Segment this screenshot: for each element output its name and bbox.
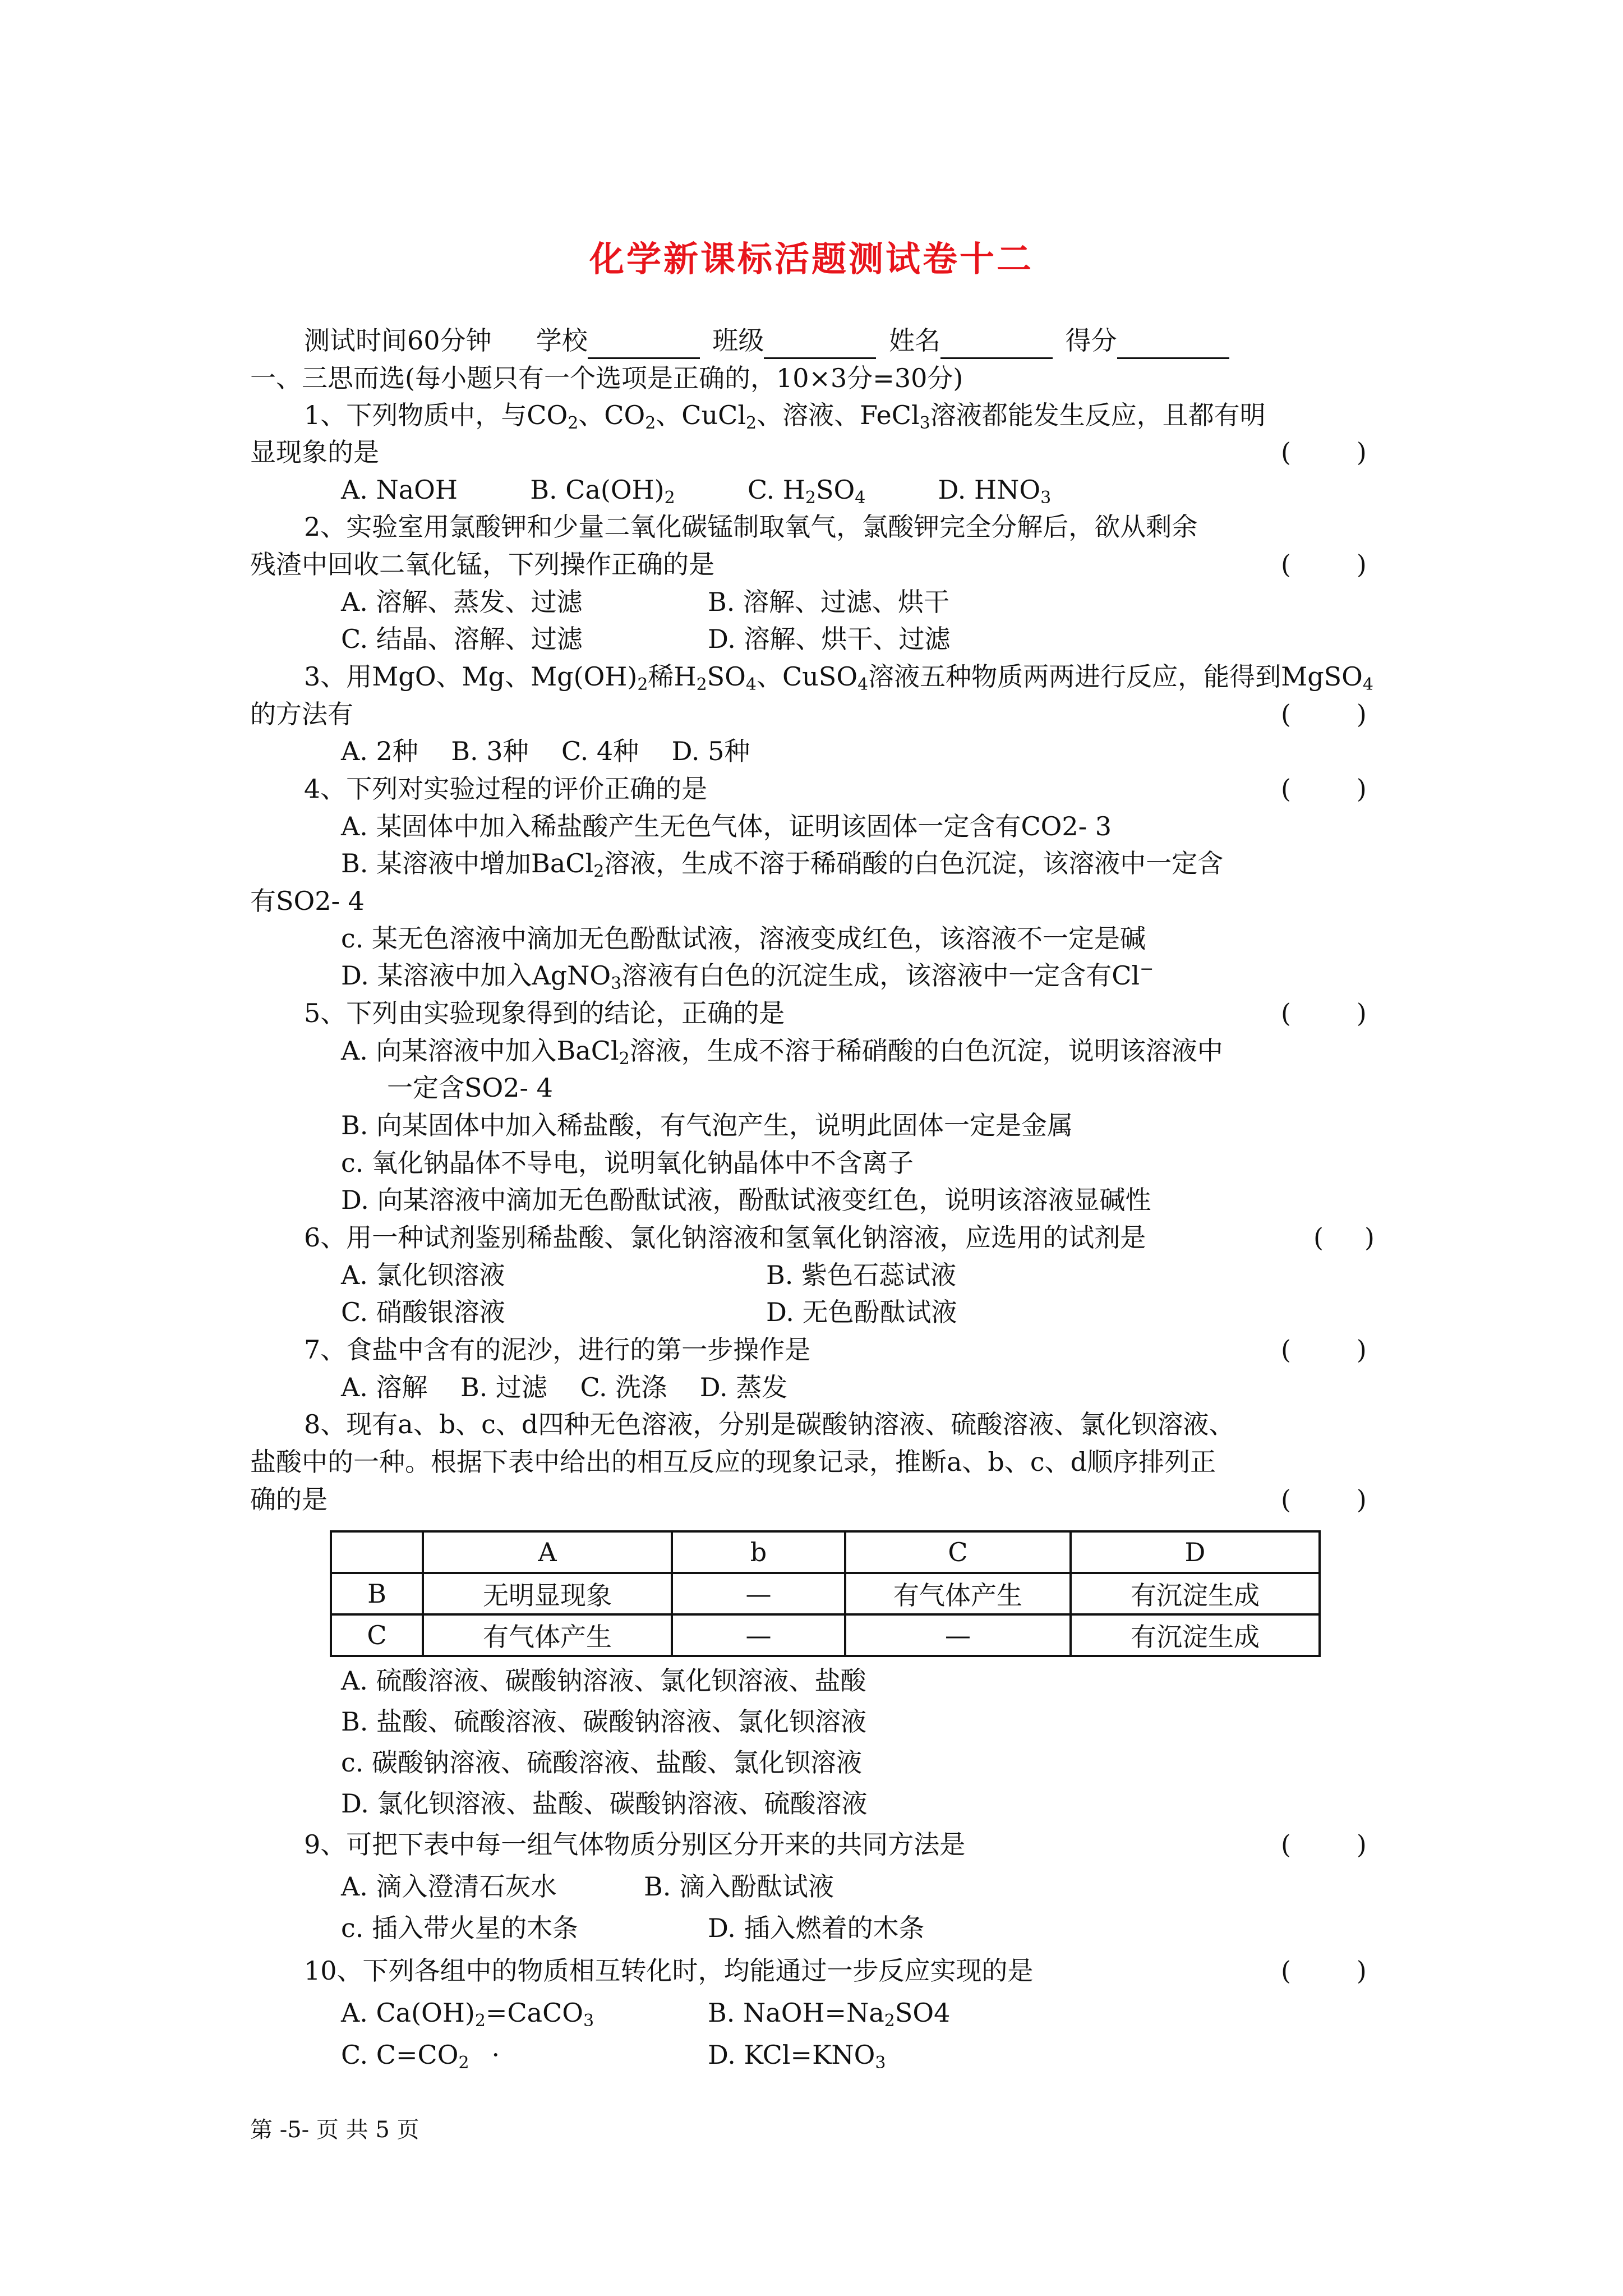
q1-option-c: C. $H_2SO_4$ [747,475,866,508]
q4-option-b: B. 某溶液中增加BaCl$_2$溶液，生成不溶于稀硝酸的白色沉淀，该溶液中一定含 [341,848,1224,881]
q9-answer-blank[interactable]: ( ) [1281,1829,1367,1860]
school-blank[interactable] [588,328,700,359]
q8-stem: 8、现有a、b、c、d四种无色溶液，分别是碳酸钠溶液、硫酸溶液、氯化钡溶液、 [304,1409,1235,1439]
name-label: 姓名 [889,325,941,356]
table-cell: — [845,1614,1071,1656]
q10-option-b: B. $NaOH=Na_2SO4$ [708,1998,951,2031]
table-cell: 有沉淀生成 [1071,1614,1320,1656]
q8-answer-blank[interactable]: ( ) [1281,1484,1367,1515]
q9-option-c: c. 插入带火星的木条 [341,1913,579,1943]
score-label: 得分 [1065,325,1117,356]
q1-stem: 1、下列物质中，与$CO_2$、$CO_2$、CuCl$_2$、溶液、FeCl$_3$溶液都能发生反应，且都有明 [304,400,1266,433]
q2-stem: 2、实验室用氯酸钾和少量二氧化碳锰制取氧气，氯酸钾完全分解后，欲从剩余 [304,512,1198,542]
class-label: 班级 [712,325,764,356]
q5-option-d: D. 向某溶液中滴加无色酚酞试液，酚酞试液变红色，说明该溶液显碱性 [341,1185,1151,1215]
q1-option-d: D. $HNO_3$ [938,475,1052,508]
q6-option-a: A. 氯化钡溶液 [341,1260,505,1290]
q3-stem: 3、用MgO、Mg、$Mg(OH)_2$稀$H_2SO_4$、CuSO$_4$溶液五种物质两两进行反应，能得到MgSO$_4$ [304,661,1373,694]
name-blank[interactable] [940,328,1053,359]
q9-stem: 9、可把下表中每一组气体物质分别区分开来的共同方法是 [304,1829,966,1860]
q6-answer-blank[interactable]: ( ) [1313,1222,1375,1253]
q8-option-b: B. 盐酸、硫酸溶液、碳酸钠溶液、氯化钡溶液 [341,1706,867,1737]
school-label: 学校 [536,325,588,356]
q6-stem: 6、用一种试剂鉴别稀盐酸、氯化钠溶液和氢氧化钠溶液，应选用的试剂是 [304,1222,1146,1253]
table-cell: A [423,1531,672,1573]
q2-option-d: D. 溶解、烘干、过滤 [708,624,951,654]
q2-answer-blank[interactable]: ( ) [1281,549,1367,579]
q3-options: A. 2种 B. 3种 C. 4种 D. 5种 [341,736,750,766]
q2-option-b: B. 溶解、过滤、烘干 [708,587,950,617]
q8-option-c: c. 碳酸钠溶液、硫酸溶液、盐酸、氯化钡溶液 [341,1747,863,1778]
q2-stem-cont: 残渣中回收二氧化锰，下列操作正确的是 [250,549,714,579]
q4-option-d: D. 某溶液中加入AgNO$_3$溶液有白色的沉淀生成，该溶液中一定含有Cl− [341,959,1154,993]
q4-option-a: A. 某固体中加入稀盐酸产生无色气体，证明该固体一定含有CO2- 3 [341,811,1112,841]
q3-answer-blank[interactable]: ( ) [1281,699,1367,729]
q10-option-d: D. $KCl=KNO_3$ [708,2040,886,2073]
q5-option-a: A. 向某溶液中加入BaCl$_2$溶液，生成不溶于稀硝酸的白色沉淀，说明该溶液中 [341,1036,1223,1069]
q8-stem-cont2: 确的是 [250,1484,328,1515]
q8-stem-cont: 盐酸中的一种。根据下表中给出的相互反应的现象记录，推断a、b、c、d顺序排列正 [250,1447,1216,1477]
q5-option-a-cont: 一定含SO2- 4 [387,1073,553,1103]
q2-option-a: A. 溶解、蒸发、过滤 [341,587,583,617]
q10-answer-blank[interactable]: ( ) [1281,1955,1367,1986]
q10-stem: 10、下列各组中的物质相互转化时，均能通过一步反应实现的是 [304,1955,1034,1986]
q5-stem: 5、下列由实验现象得到的结论，正确的是 [304,998,785,1028]
page-footer: 第 -5- 页 共 5 页 [250,2117,419,2143]
q6-option-b: B. 紫色石蕊试液 [766,1260,957,1290]
page-title: 化学新课标活题测试卷十二 [589,238,1034,279]
test-time: 测试时间60分钟 [304,325,492,356]
q9-option-a: A. 滴入澄清石灰水 [341,1871,557,1902]
table-cell: b [672,1531,845,1573]
q2-option-c: C. 结晶、溶解、过滤 [341,624,583,654]
table-cell: D [1071,1531,1320,1573]
section-heading: 一、三思而选(每小题只有一个选项是正确的，10×3分=30分) [250,363,963,393]
table-cell: — [672,1614,845,1656]
table-cell: C [845,1531,1071,1573]
q1-stem-cont: 显现象的是 [250,437,379,467]
table-cell: 有气体产生 [423,1614,672,1656]
q8-reaction-table [330,1530,1321,1657]
table-cell: — [672,1573,845,1614]
q10-option-c: C. $C=CO_2$ · [341,2040,500,2073]
q4-option-c: c. 某无色溶液中滴加无色酚酞试液，溶液变成红色，该溶液不一定是碱 [341,923,1146,954]
q6-option-d: D. 无色酚酞试液 [766,1297,957,1327]
q7-stem: 7、食盐中含有的泥沙，进行的第一步操作是 [304,1335,811,1365]
q4-option-b-cont: 有SO2- 4 [250,886,365,916]
table-cell: C [331,1614,423,1656]
q3-stem-cont: 的方法有 [250,699,353,729]
class-blank[interactable] [764,328,876,359]
q9-option-d: D. 插入燃着的木条 [708,1913,925,1943]
table-cell [331,1531,423,1573]
q9-option-b: B. 滴入酚酞试液 [644,1871,834,1902]
q7-answer-blank[interactable]: ( ) [1281,1335,1367,1365]
table-row [331,1573,1320,1614]
table-cell: 有沉淀生成 [1071,1573,1320,1614]
q5-option-c: c. 氧化钠晶体不导电，说明氧化钠晶体中不含离子 [341,1148,914,1178]
table-cell: B [331,1573,423,1614]
q5-answer-blank[interactable]: ( ) [1281,998,1367,1028]
q1-option-a: A. NaOH [341,475,458,505]
q1-option-b: B. $Ca(OH)_2$ [530,475,675,508]
table-row [331,1614,1320,1656]
q1-answer-blank[interactable]: ( ) [1281,437,1367,467]
table-cell: 无明显现象 [423,1573,672,1614]
q4-stem: 4、下列对实验过程的评价正确的是 [304,774,708,804]
q10-option-a: A. $Ca(OH)_2=CaCO_3$ [341,1998,594,2031]
q5-option-b: B. 向某固体中加入稀盐酸，有气泡产生，说明此固体一定是金属 [341,1110,1073,1140]
q7-options: A. 溶解 B. 过滤 C. 洗涤 D. 蒸发 [341,1372,788,1402]
table-cell: 有气体产生 [845,1573,1071,1614]
q6-option-c: C. 硝酸银溶液 [341,1297,505,1327]
q8-option-a: A. 硫酸溶液、碳酸钠溶液、氯化钡溶液、盐酸 [341,1665,866,1696]
q8-option-d: D. 氯化钡溶液、盐酸、碳酸钠溶液、硫酸溶液 [341,1788,868,1819]
exam-info-line [304,322,1234,359]
score-blank[interactable] [1117,328,1229,359]
q4-answer-blank[interactable]: ( ) [1281,774,1367,804]
q1-options [341,471,1051,508]
table-header-row [331,1531,1320,1573]
